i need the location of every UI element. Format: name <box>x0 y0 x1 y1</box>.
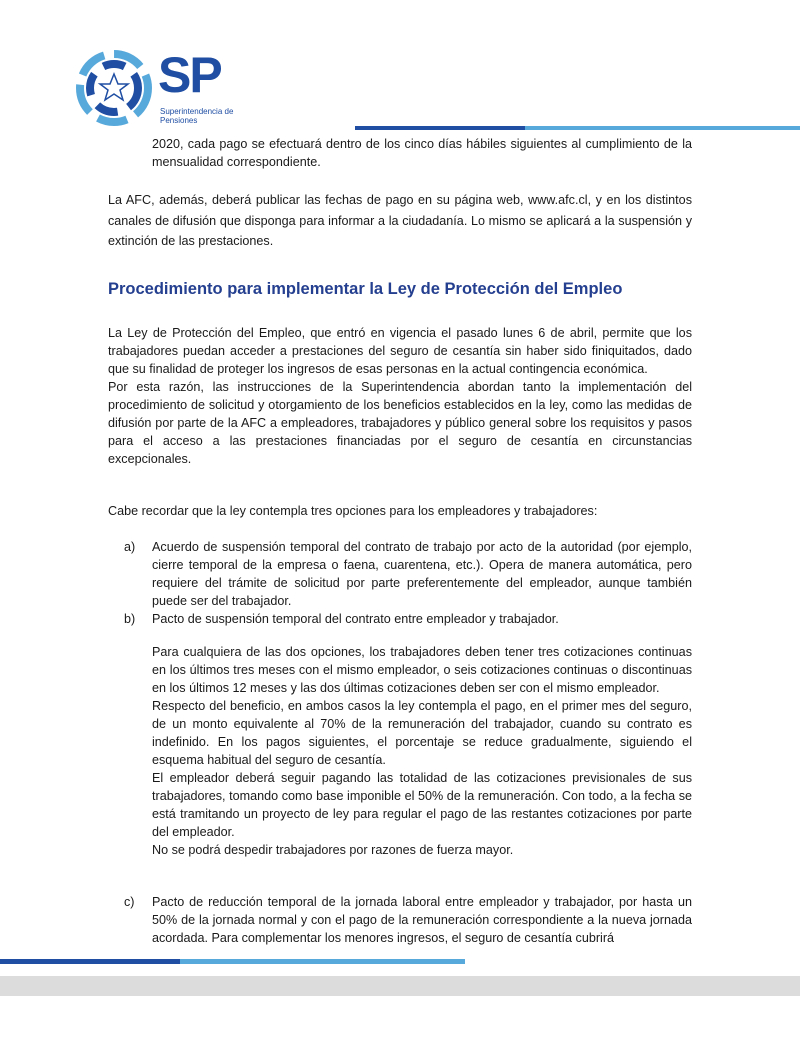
logo-text: SP <box>158 47 221 103</box>
header-rule-light <box>525 126 800 130</box>
list-text-a: Acuerdo de suspensión temporal del contrato de trabajo por acto de la autoridad (por ejemplo, cierre temporal de la empresa o faena, cuarentena, etc.). Opera de manera automática, pero requiere del trámite de solicitud por parte preferentemente del empleador, aunque también puede ser del trabajador. <box>152 540 692 608</box>
detail-paragraph-4: No se podrá despedir trabajadores por razones de fuerza mayor. <box>152 843 514 857</box>
section-heading: Procedimiento para implementar la Ley de Protección del Empleo <box>108 280 623 298</box>
header-rule-dark <box>355 126 525 130</box>
list-text-c: Pacto de reducción temporal de la jornada laboral entre empleador y trabajador, por hasta un 50% de la jornada normal y con el pago de la remuneración correspondiente a la nueva jornada acordada. Para complementar los menores ingresos, el seguro de cesantía cubrirá <box>152 895 692 945</box>
list-text-b: Pacto de suspensión temporal del contrato entre empleador y trabajador. <box>152 612 559 626</box>
intro-continuation <box>152 135 692 171</box>
footer-rule-dark <box>0 959 180 964</box>
detail-paragraph-2: Respecto del beneficio, en ambos casos la ley contempla el pago, en el primer mes del seguro, de un monto equivalente al 70% de la remuneración del trabajador, cuando su contrato es indefinido. En los pagos siguientes, el porcentaje se reduce gradualmente, siguiendo el esquema habitual del seguro de cesantía. <box>152 699 692 767</box>
footer-band <box>0 976 800 996</box>
options-intro <box>108 502 692 520</box>
logo-emblem-icon <box>70 40 158 135</box>
list-marker-c: c) <box>124 895 135 909</box>
intro-paragraph-1: 2020, cada pago se efectuará dentro de los cinco días hábiles siguientes al cumplimiento de la mensualidad correspondiente. <box>152 137 692 169</box>
section-body <box>108 324 692 468</box>
footer-rule-light <box>180 959 465 964</box>
options-intro-text: Cabe recordar que la ley contempla tres opciones para los empleadores y trabajadores: <box>108 504 598 518</box>
options-details <box>152 643 692 859</box>
logo-subtitle <box>160 107 233 125</box>
list-marker-a: a) <box>124 540 136 554</box>
detail-paragraph-3: El empleador deberá seguir pagando las totalidad de las cotizaciones previsionales de sus trabajadores, tomando como base imponible el 50% de la remuneración. Con todo, a la fecha se está tramitando un proyecto de ley para regular el pago de las restantes cotizaciones por parte del empleador. <box>152 771 692 839</box>
detail-paragraph-1: Para cualquiera de las dos opciones, los trabajadores deben tener tres cotizaciones continuas en los últimos tres meses con el mismo empleador, o seis cotizaciones continuas o discontinuas en los últimos 12 meses y las dos últimas cotizaciones deben ser con el mismo empleador. <box>152 645 692 695</box>
list-marker-b: b) <box>124 612 136 626</box>
logo <box>70 40 250 135</box>
section-paragraph-2: Por esta razón, las instrucciones de la Superintendencia abordan tanto la implementación del procedimiento de solicitud y otorgamiento de los beneficios establecidos en la ley, como las medidas de difusión por parte de la AFC a empleadores, trabajadores y público general sobre los requisitos y pasos para el acceso a las prestaciones financiadas por el seguro de cesantía en circunstancias excepcionales. <box>108 380 692 466</box>
section-paragraph-1: La Ley de Protección del Empleo, que entró en vigencia el pasado lunes 6 de abril, permite que los trabajadores puedan acceder a prestaciones del seguro de cesantía sin haber sido finiquitados, dado que su finalidad de proteger los ingresos de esas personas en la actual contingencia económica. <box>108 326 692 376</box>
logo-subtitle-line1: Superintendencia de <box>160 107 234 116</box>
intro-block <box>108 190 692 252</box>
logo-subtitle-line2: Pensiones <box>160 116 198 125</box>
intro-paragraph-2: La AFC, además, deberá publicar las fechas de pago en su página web, www.afc.cl, y en los distintos canales de difusión que disponga para informar a la ciudadanía. Lo mismo se aplicará a la suspensión y extinción de las prestaciones. <box>108 193 692 248</box>
